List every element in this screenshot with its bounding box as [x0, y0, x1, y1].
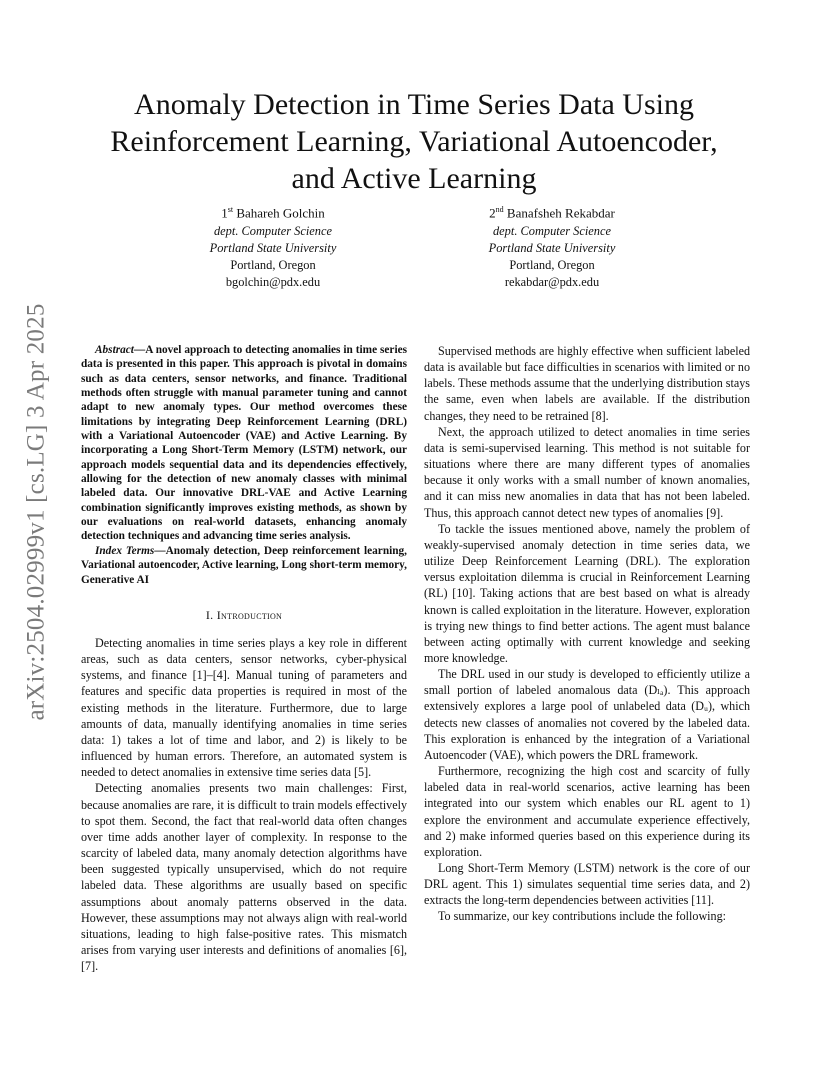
paragraph: The DRL used in our study is developed to efficiently utilize a small portion of labeled anomalous data (Dₗₐ). This approach extensively explores a large pool of unlabeled data (Dᵤ), which detects new classes of anomalies not covered by the labeled data. This exploration is enhanced by the integration of a Variational Autoencoder (VAE), which powers the DRL framework.: [424, 667, 750, 762]
paragraph: To summarize, our key contributions include the following:: [438, 909, 726, 924]
title-line: and Active Learning: [291, 162, 537, 196]
author-location: Portland, Oregon: [509, 258, 595, 273]
paragraph: To tackle the issues mentioned above, namely the problem of weakly-supervised anomaly detection in time series data, we utilize Deep Reinforcement Learning (DRL). The exploration versus exploitation dilemma is crucial in Reinforcement Learning (RL) [10]. Taking actions that are best based on what is already known is called exploitation in the literature. However, exploration is trying new things to find better actions. The agent must balance between acting optimally with current knowledge and seeking more knowledge.: [424, 521, 750, 665]
paper-title: [60, 86, 768, 197]
index-terms: [81, 544, 407, 587]
author-dept: dept. Computer Science: [213, 224, 333, 239]
author-email[interactable]: rekabdar@pdx.edu: [504, 275, 600, 290]
author-university: Portland State University: [488, 241, 616, 256]
section-number: I.: [205, 607, 217, 622]
paragraph: Detecting anomalies presents two main challenges: First, because anomalies are rare, it is difficult to train models effectively to spot them. Second, the fact that real-world data often changes over time adds another layer of complexity. In response to the scarcity of labeled data, many anomaly detection algorithms have been suggested typically unsupervised, which do not require labeled data. These algorithms are usually based on specific assumptions about anomaly patterns observed in the data. However, these assumptions may not always align with real-world situations, leading to high false-positive rates. This mismatch arises from varying user interests and definitions of anomalies [6], [7].: [81, 781, 407, 974]
author-university: Portland State University: [209, 241, 337, 256]
author-name: 1st Bahareh Golchin: [221, 205, 325, 221]
arxiv-identifier: [22, 292, 52, 732]
author-location: Portland, Oregon: [230, 258, 316, 273]
paragraph: Furthermore, recognizing the high cost and scarcity of fully labeled data in real-world scenarios, active learning has been integrated into our system which enables our RL agent to 1) explore the environment and accumulate experience effectively, and 2) make informed queries based on this experience during its exploration.: [424, 764, 750, 859]
paragraph: Detecting anomalies in time series plays a key role in different areas, such as data centers, sensor networks, cyber-physical systems, and finance [1]–[4]. Manual tuning of parameters and features and specific data properties is required in most of the existing methods in the literature. Furthermore, due to large amounts of data, manually identifying anomalies in time series data: 1) takes a lot of time and labor, and 2) is likely to be influenced by human errors. Therefore, an automated system is needed to detect anomalies in extensive time series data [5].: [81, 636, 407, 780]
abstract-text: —A novel approach to detecting anomalies in time series data is presented in this paper. This approach is pivotal in domains such as data centers, sensor networks, and finance. Traditional methods often struggle with manual parameter tuning and cannot adapt to new anomaly types. Our method overcomes these limitations by integrating Deep Reinforcement Learning (DRL) with a Variational Autoencoder (VAE) and Active Learning. By incorporating a Long Short-Term Memory (LSTM) network, our approach models sequential data and its dependencies effectively, allowing for the detection of new anomaly classes with minimal labeled data. Our innovative DRL-VAE and Active Learning combination significantly improves existing methods, as shown by our evaluations on real-world datasets, enhancing anomaly detection techniques and advancing time series analysis.: [81, 344, 407, 543]
title-line: Anomaly Detection in Time Series Data Using: [134, 88, 694, 122]
arxiv-identifier-text: arXiv:2504.02999v1 [cs.LG] 3 Apr 2025: [23, 303, 51, 721]
paragraph: Supervised methods are highly effective when sufficient labeled data is available but face difficulties in scenarios with limited or no labels. These methods assume that the underlying distribution stays the same, even when labels are available. If the distribution changes, they need to be retrained [8].: [424, 344, 750, 423]
paragraph: Next, the approach utilized to detect anomalies in time series data is semi-supervised learning. This method is not suitable for situations where there are many different types of anomalies because it only works with a small number of known anomalies, and it can miss new anomalies in data that has not been labeled. Thus, this approach cannot detect new types of anomalies [9].: [424, 424, 750, 520]
left-column: [81, 343, 407, 974]
author-dept: dept. Computer Science: [492, 224, 612, 239]
author-block-2: [427, 199, 677, 291]
abstract: [81, 343, 407, 544]
abstract-lead: Abstract: [95, 344, 134, 356]
right-column: [424, 343, 750, 925]
section-heading: [81, 607, 407, 623]
title-line: Reinforcement Learning, Variational Autoencoder,: [110, 125, 718, 159]
paragraph: Long Short-Term Memory (LSTM) network is the core of our DRL agent. This 1) simulates sequential time series data, and 2) extracts the long-term dependencies between activities [11].: [424, 861, 750, 908]
index-terms-lead: Index Terms: [95, 544, 155, 557]
author-name: 2nd Banafsheh Rekabdar: [489, 205, 615, 221]
author-email[interactable]: bgolchin@pdx.edu: [225, 275, 321, 290]
section-title: Introduction: [216, 607, 283, 622]
index-terms-text: —Anomaly detection, Deep reinforcement learning, Variational autoencoder, Active learning, Long short-term memory, Generative AI: [81, 544, 407, 586]
author-block-1: [148, 199, 398, 291]
